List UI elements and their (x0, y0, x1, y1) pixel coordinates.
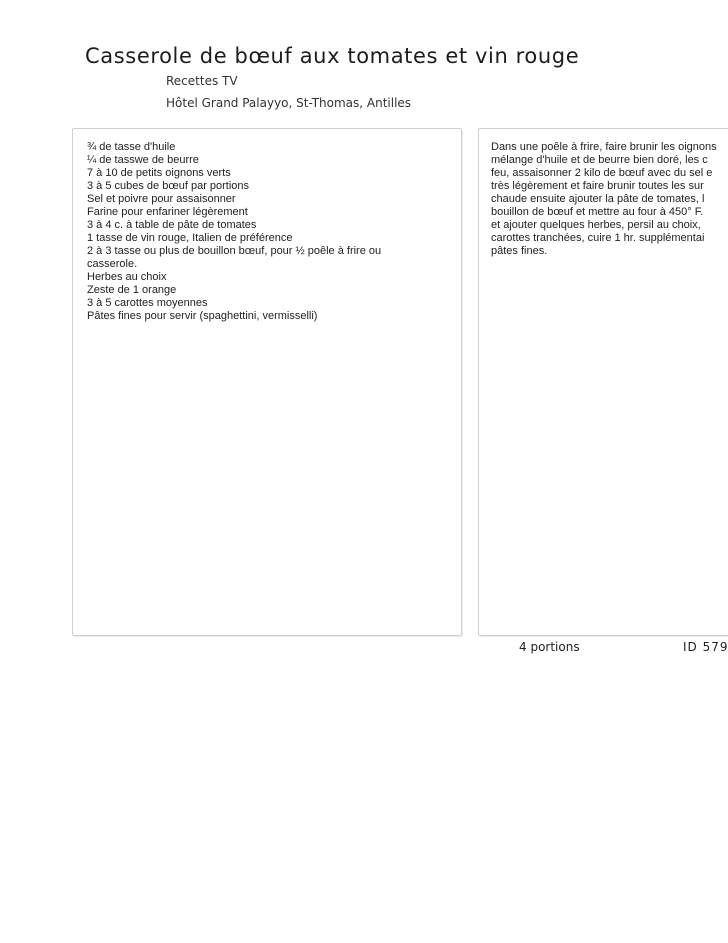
instructions-panel (478, 128, 728, 636)
ingredient-item: ¾ de tasse d'huile (87, 141, 176, 153)
ingredient-item: 3 à 4 c. à table de pâte de tomates (87, 219, 257, 231)
ingredient-item: Sel et poivre pour assaisonner (87, 193, 236, 205)
ingredient-item: Herbes au choix (87, 271, 167, 283)
ingredient-item: 7 à 10 de petits oignons verts (87, 167, 231, 179)
recipe-origin: Hôtel Grand Palayyo, St-Thomas, Antilles (166, 96, 412, 110)
instructions-text: Dans une poêle à frire, faire brunir les oignons mélange d'huile et de beurre bien doré, les c feu, assaisonner 2 kilo de bœuf avec du sel e très légèrement et faire brunir toutes les sur chaude ensuite ajouter la pâte de tomates, l bouillon de bœuf et mettre au four à 450° F. et ajouter quelques herbes, persil au choix, carottes tranchées, cuire 1 hr. supplémentai pâtes fines. (491, 141, 717, 257)
ingredients-list (73, 129, 461, 323)
ingredient-item: Pâtes fines pour servir (spaghettini, vermisselli) (87, 310, 318, 322)
ingredient-item: 2 à 3 tasse ou plus de bouillon bœuf, pour ½ poêle à frire ou casserole. (87, 245, 382, 270)
ingredient-item: Zeste de 1 orange (87, 284, 177, 296)
ingredient-item: 3 à 5 carottes moyennes (87, 297, 208, 309)
ingredient-item: 1 tasse de vin rouge, Italien de préférence (87, 232, 293, 244)
recipe-title: Casserole de bœuf aux tomates et vin rouge (85, 44, 580, 68)
ingredient-item: ¼ de tasswe de beurre (87, 154, 199, 166)
recipe-source: Recettes TV (166, 74, 238, 88)
recipe-id: ID 579 (683, 640, 728, 654)
ingredient-item: Farine pour enfariner légèrement (87, 206, 248, 218)
ingredients-panel (72, 128, 462, 636)
ingredient-item: 3 à 5 cubes de bœuf par portions (87, 180, 250, 192)
servings-label: 4 portions (519, 640, 580, 654)
